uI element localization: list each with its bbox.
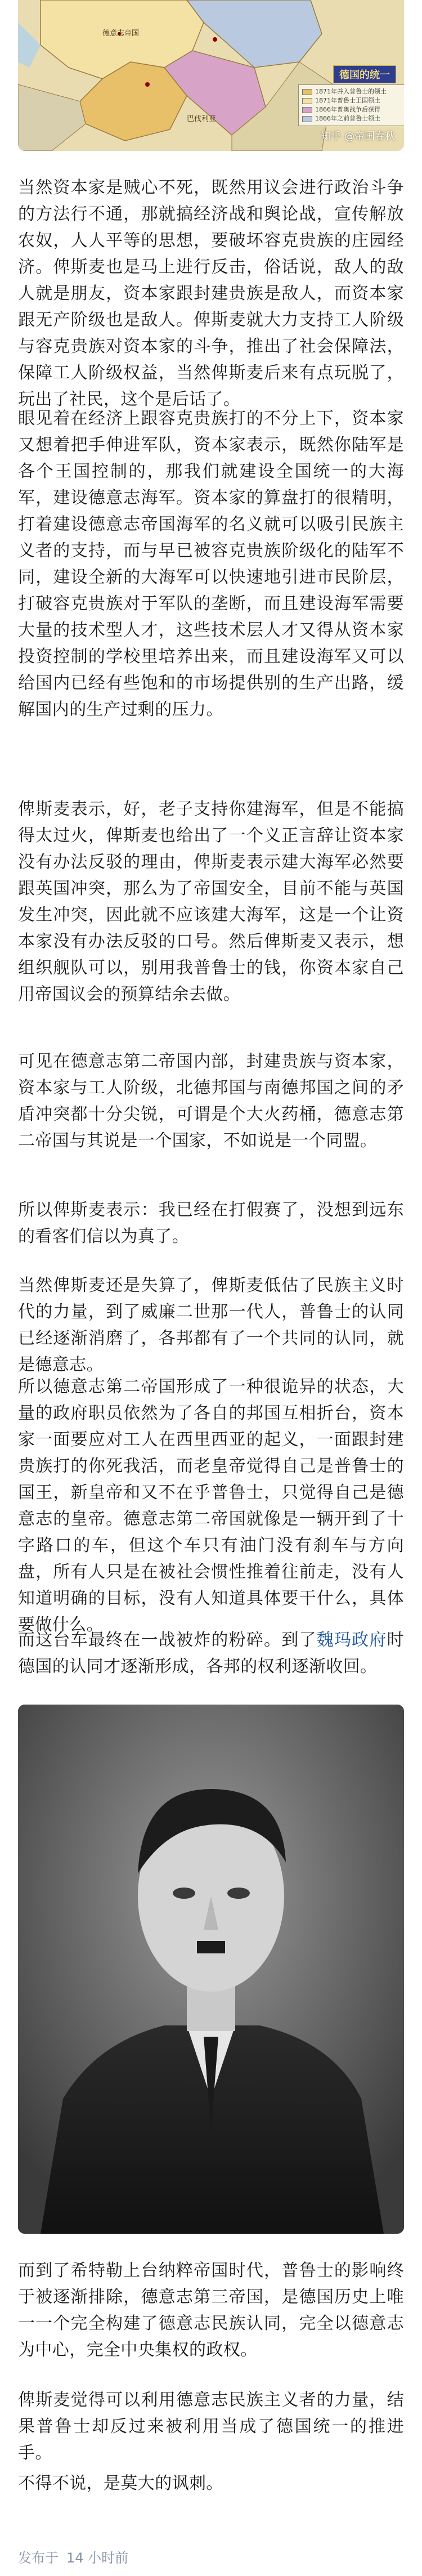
publish-label: 发布于 bbox=[18, 2550, 59, 2566]
article-paragraph: 可见在德意志第二帝国内部，封建贵族与资本家，资本家与工人阶级，北德邦国与南德邦国之间的矛盾冲突都十分尖锐，可谓是个大火药桶，德意志第二帝国与其说是一个国家，不如说是一个同盟。 bbox=[18, 1052, 404, 1151]
legend-item bbox=[302, 96, 401, 105]
paragraph-text: 时德国的认同才逐渐形成，各邦的权利逐渐收回。 bbox=[18, 1630, 404, 1676]
article-paragraph: 当然资本家是贼心不死，既然用议会进行政治斗争的方法行不通，那就搞经济战和舆论战，宣传解放农奴，人人平等的思想，要破坏容克贵族的庄园经济。俾斯麦也是马上进行反击，俗话说，敌人的敌人就是朋友，资本家跟封建贵族是敌人，而资本家跟无产阶级也是敌人。俾斯麦就大力支持工人阶级与容克贵族对资本家的斗争，推出了社会保障法，保障工人阶级权益，当然俾斯麦后来有点玩脱了，玩出了社民，这个是后话了。 bbox=[18, 178, 404, 409]
portrait-photo[interactable] bbox=[18, 1705, 404, 2234]
legend-text: 1871年普鲁士王国领土 bbox=[315, 97, 380, 104]
weimar-link[interactable]: 魏玛政府 bbox=[316, 1630, 387, 1650]
article-paragraph: 眼见着在经济上跟容克贵族打的不分上下，资本家又想着把手伸进军队，资本家表示，既然你陆军是各个王国控制的，那我们就建设全国统一的大海军，建设德意志海军。资本家的算盘打的很精明，打着建设德意志帝国海军的名义就可以吸引民族主义者的支持，而与早已被容克贵族阶级化的陆军不同，建设全新的大海军可以快速地引进市民阶层，打破容克贵族对于军队的垄断，而且建设海军需要大量的技术型人才，这些技术层人才又得从资本家投资控制的学校里培养出来，而且建设海军又可以给国内已经有些饱和的市场提供别的生产出路，缓解国内的生产过剩的压力。 bbox=[18, 409, 404, 719]
legend-item bbox=[302, 105, 401, 114]
article-paragraph: 所以德意志第二帝国形成了一种很诡异的状态，大量的政府职员依然为了各自的邦国互相折台，资本家一面要应对工人在西里西亚的起义，一面跟封建贵族打的你死我活，而老皇帝觉得自己是普鲁士的国王，新皇帝和又不在乎普鲁士，只觉得自己是德意志的皇帝。德意志第二帝国就像是一辆开到了十字路口的车，但这个车只有油门没有刹车与方向盘，所有人只是在被社会惯性推着往前走，没有人知道明确的目标，没有人知道具体要干什么，具体要做什么。 bbox=[18, 1377, 404, 1635]
legend-swatch bbox=[302, 107, 312, 113]
legend-swatch bbox=[302, 89, 312, 95]
map-legend bbox=[298, 84, 404, 126]
map-image[interactable] bbox=[18, 0, 404, 151]
publish-time[interactable]: 14 小时前 bbox=[66, 2550, 129, 2566]
image-watermark: 知乎 @帝国春秋 bbox=[321, 131, 395, 142]
map-region-label: 德意志帝国 bbox=[102, 29, 140, 38]
legend-text: 1866年之前普鲁士领土 bbox=[315, 115, 380, 122]
legend-text: 1866年普奥战争后获得 bbox=[315, 106, 380, 113]
article-paragraph: 不得不说，是莫大的讽刺。 bbox=[18, 2474, 223, 2493]
article-paragraph: 俾斯麦觉得可以利用德意志民族主义者的力量，结果普鲁士却反过来被利用当成了德国统一的推进手。 bbox=[18, 2390, 404, 2463]
map-region-label: 巴伐利亚 bbox=[187, 115, 217, 123]
legend-item bbox=[302, 87, 401, 96]
legend-text: 1871年并入普鲁士的领土 bbox=[315, 88, 387, 95]
legend-swatch bbox=[302, 98, 312, 104]
article-paragraph bbox=[18, 1627, 404, 1680]
portrait-illustration bbox=[18, 1705, 404, 2234]
legend-item bbox=[302, 114, 401, 123]
article-paragraph: 所以俾斯麦表示：我已经在打假赛了，没想到远东的看客们信以为真了。 bbox=[18, 1200, 404, 1246]
legend-swatch bbox=[302, 116, 312, 122]
paragraph-text: 而这台车最终在一战被炸的粉碎。到了 bbox=[18, 1630, 317, 1650]
map-title-badge: 德国的统一 bbox=[333, 65, 396, 83]
article-paragraph: 当然俾斯麦还是失算了，俾斯麦低估了民族主义时代的力量，到了威廉二世那一代人，普鲁士的认同已经逐渐消磨了，各邦都有了一个共同的认同，就是德意志。 bbox=[18, 1276, 404, 1375]
article-paragraph: 俾斯麦表示，好，老子支持你建海军，但是不能搞得太过火，俾斯麦也给出了一个义正言辞让资本家没有办法反驳的理由，俾斯麦表示建大海军必然要跟英国冲突，那么为了帝国安全，目前不能与英国发生冲突，因此就不应该建大海军，这是一个让资本家没有办法反驳的口号。然后俾斯麦又表示，想组织舰队可以，别用我普鲁士的钱，你资本家自己用帝国议会的预算结余去做。 bbox=[18, 799, 404, 1004]
publish-info bbox=[18, 2547, 404, 2566]
article-paragraph: 而到了希特勒上台纳粹帝国时代，普鲁士的影响终于被逐渐排除，德意志第三帝国，是德国历史上唯一一个完全构建了德意志民族认同，完全以德意志为中心，完全中央集权的政权。 bbox=[18, 2261, 404, 2360]
